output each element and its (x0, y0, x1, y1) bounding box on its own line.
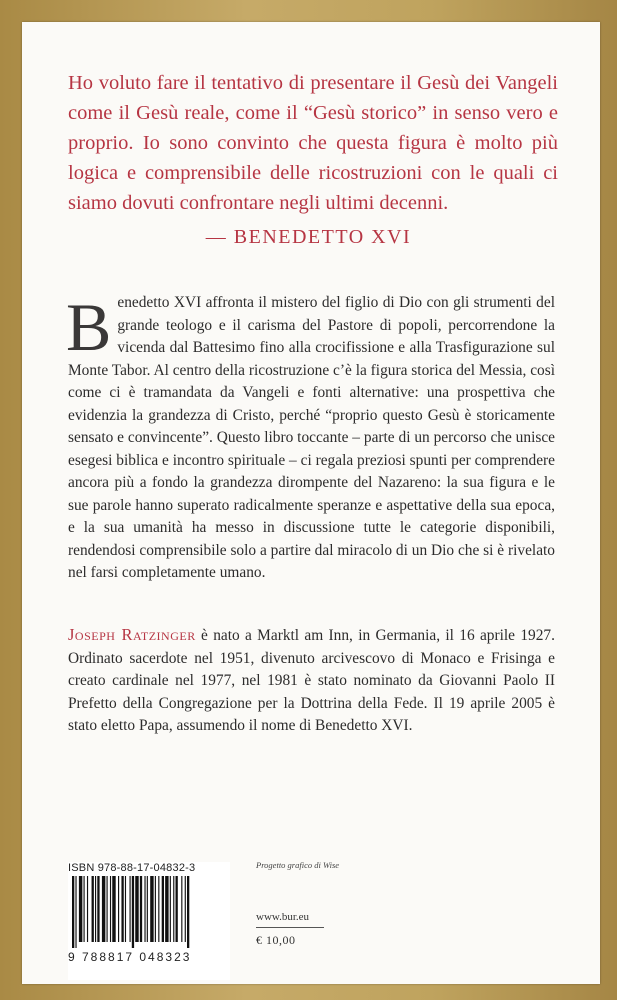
drop-cap: B (66, 289, 112, 365)
website-link: www.bur.eu (256, 911, 310, 923)
isbn-label: ISBN 978-88-17-04832-3 (68, 862, 196, 874)
author-bio (68, 624, 555, 738)
barcode-icon (68, 876, 230, 948)
barcode-block (68, 862, 230, 980)
price-label: € 10,00 (256, 933, 296, 947)
bio-text: è nato a Marktl am Inn, in Germania, il 16 aprile 1927. Ordinato sacerdote nel 1951, divenuto arcivescovo di Monaco e Frisinga e creato cardinale nel 1977, nel 1981 è stato nominato da Giovanni Paolo II Prefetto della Congregazione per la Dottrina della Fede. Il 19 aprile 2005 è stato eletto Papa, assumendo il nome di Benedetto XVI. (68, 627, 555, 734)
design-credit: Progetto grafico di Wise (256, 860, 340, 870)
book-description (66, 289, 555, 585)
quote-text: Ho voluto fare il tentativo di presentare il Gesù dei Vangeli come il Gesù reale, come il “Gesù storico” in senso vero e proprio. Io sono convinto che questa figura è molto più logica e comprensibile delle ricostruzioni con le quali ci siamo dovuti confrontare negli ultimi decenni. (68, 72, 558, 214)
ean-number: 9 788817 048323 (68, 950, 192, 964)
quote-author: — BENEDETTO XVI (205, 226, 412, 248)
author-name: Joseph Ratzinger (68, 625, 196, 644)
divider (256, 927, 324, 928)
description-text: enedetto XVI affronta il mistero del figlio di Dio con gli strumenti del grande teologo e il carisma del Pastore di popoli, percorrendone la vicenda dal Battesimo fino alla crocifissione e alla Trasfigurazione sul Monte Tabor. Al centro della ricostruzione c’è la figura storica del Messia, così come ci è tramandata da Vangeli e fonti alternative: una prospettiva che evidenzia la grandezza di Cristo, perché “proprio questo Gesù è storicamente sensato e convincente”. Questo libro toccante – parte di un percorso che unisce esegesi biblica e incontro spirituale – ci regala preziosi spunti per comprendere ancora più a fondo la grandezza dirompente del Nazareno: la sua figura e le sue parole hanno superato radicalmente speranze e aspettative della sua epoca, e la sua umanità ha messo in discussione tutte le categorie disponibili, rendendosi comprensibile solo a partire dal miracolo di un Dio che si è rivelato nel farsi completamente umano. (68, 294, 555, 581)
